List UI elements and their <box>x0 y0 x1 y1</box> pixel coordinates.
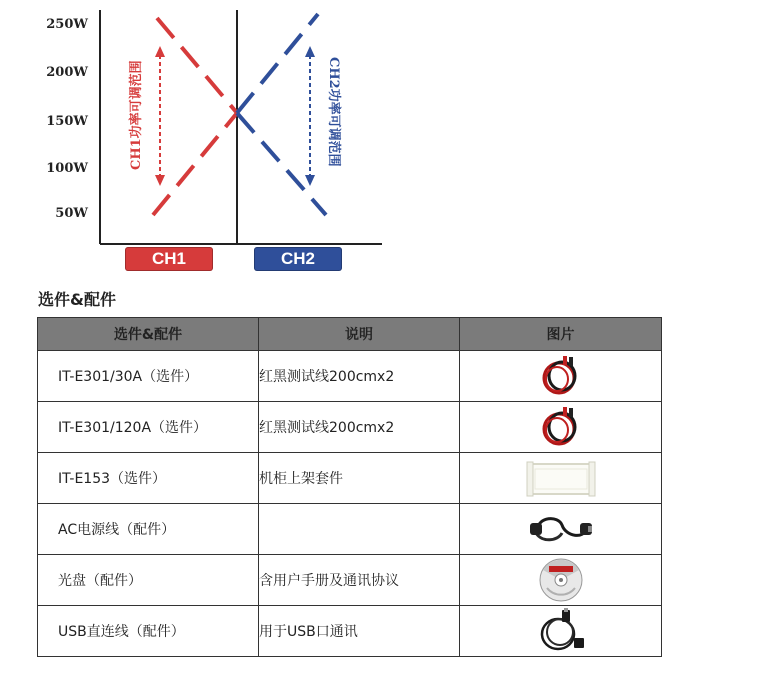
item-name: USB直连线（配件） <box>38 606 259 657</box>
arrow-up-icon <box>155 46 165 57</box>
table-row <box>38 504 662 555</box>
arrow-down-icon <box>305 175 315 186</box>
table-row <box>38 402 662 453</box>
column-header: 图片 <box>460 318 662 351</box>
column-header: 选件&配件 <box>38 318 259 351</box>
y-tick-label: 100W <box>46 161 88 176</box>
ch2-decreasing-line <box>237 113 326 215</box>
ch2-range-text: CH2功率可调范围 <box>326 57 341 167</box>
column-header: 说明 <box>259 318 460 351</box>
y-tick-label: 150W <box>46 114 88 129</box>
item-description: 红黑测试线200cmx2 <box>259 351 460 402</box>
cd-disc-image <box>537 556 585 604</box>
y-tick-label: 200W <box>46 65 88 80</box>
item-description: 机柜上架套件 <box>259 453 460 504</box>
ch1-range-text: CH1功率可调范围 <box>129 60 144 170</box>
power-range-diagram <box>0 0 400 280</box>
ch2-label: CH2 <box>254 247 342 271</box>
table-header-row <box>38 318 662 351</box>
item-name: IT-E301/30A（选件） <box>38 351 259 402</box>
ch1-label: CH1 <box>125 247 213 271</box>
accessories-table <box>37 317 662 657</box>
item-name: 光盘（配件） <box>38 555 259 606</box>
rack-mount-kit-image <box>525 458 597 498</box>
item-description: 红黑测试线200cmx2 <box>259 402 460 453</box>
table-row <box>38 453 662 504</box>
red-black-cable-image <box>537 353 585 399</box>
red-black-cable-image <box>537 404 585 450</box>
ch1-decreasing-line <box>157 18 237 113</box>
y-tick-label: 250W <box>46 17 88 32</box>
section-title: 选件&配件 <box>38 290 116 309</box>
ch2-increasing-line <box>237 14 318 113</box>
arrow-up-icon <box>305 46 315 57</box>
usb-cable-image <box>534 608 588 654</box>
table-row <box>38 351 662 402</box>
arrow-down-icon <box>155 175 165 186</box>
item-name: IT-E153（选件） <box>38 453 259 504</box>
item-name: IT-E301/120A（选件） <box>38 402 259 453</box>
y-tick-label: 50W <box>55 206 88 221</box>
item-description: 含用户手册及通讯协议 <box>259 555 460 606</box>
table-row <box>38 555 662 606</box>
item-description: 用于USB口通讯 <box>259 606 460 657</box>
item-description <box>259 504 460 555</box>
ac-power-cord-image <box>528 511 594 547</box>
table-row <box>38 606 662 657</box>
ch1-increasing-line <box>153 113 237 215</box>
item-name: AC电源线（配件） <box>38 504 259 555</box>
